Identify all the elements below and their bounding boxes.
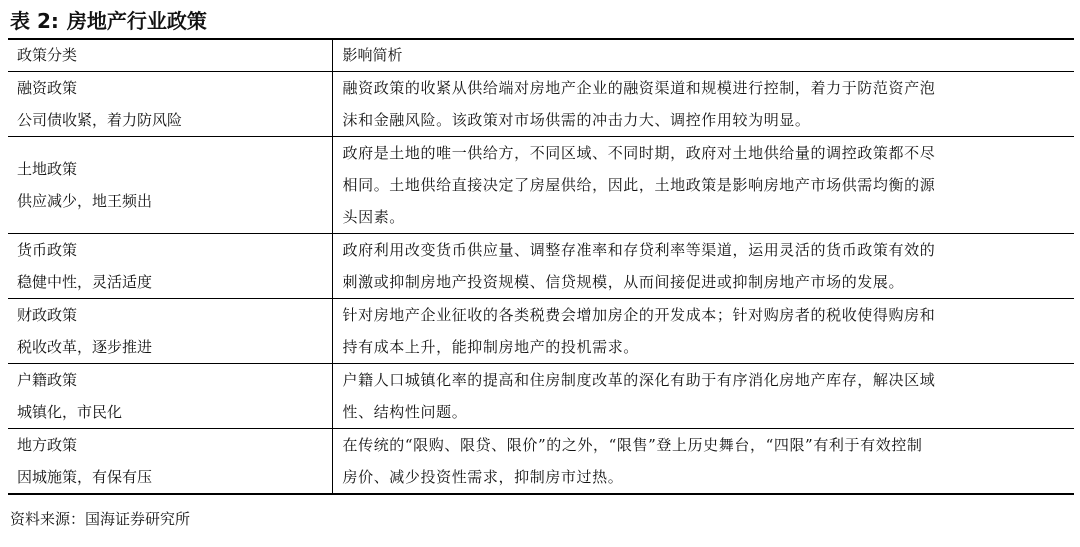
table-row [8, 429, 1074, 495]
table-row [8, 299, 1074, 364]
policy-stance: 供应减少，地王频出 [17, 192, 153, 210]
policy-category: 货币政策 [17, 241, 78, 259]
category-cell [8, 429, 332, 495]
table-title [10, 6, 207, 36]
analysis-line: 头因素。 [342, 208, 405, 226]
category-cell [8, 364, 332, 429]
table-caption: 房地产行业政策 [66, 9, 207, 33]
column-header-category: 政策分类 [8, 40, 332, 72]
analysis-line: 相同。土地供给直接决定了房屋供给，因此，土地政策是影响房地产市场供需均衡的源 [342, 176, 936, 194]
table-row [8, 234, 1074, 299]
category-cell [8, 234, 332, 299]
analysis-line: 户籍人口城镇化率的提高和住房制度改革的深化有助于有序消化房地产库存，解决区域 [342, 371, 936, 389]
analysis-line: 融资政策的收紧从供给端对房地产企业的融资渠道和规模进行控制，着力于防范资产泡 [342, 79, 936, 97]
column-header-analysis: 影响简析 [332, 40, 1074, 72]
policy-stance: 公司债收紧，着力防风险 [17, 111, 183, 129]
policy-category: 户籍政策 [17, 371, 78, 389]
policy-stance: 城镇化，市民化 [17, 403, 123, 421]
analysis-line: 刺激或抑制房地产投资规模、信贷规模，从而间接促进或抑制房地产市场的发展。 [342, 273, 905, 291]
analysis-line: 性、结构性问题。 [342, 403, 468, 421]
analysis-line: 政府利用改变货币供应量、调整存准率和存贷利率等渠道，运用灵活的货币政策有效的 [342, 241, 936, 259]
analysis-cell [332, 137, 1074, 234]
policy-stance: 税收改革，逐步推进 [17, 338, 153, 356]
category-cell [8, 137, 332, 234]
table-row [8, 364, 1074, 429]
analysis-line: 持有成本上升，能抑制房地产的投机需求。 [342, 338, 639, 356]
analysis-line: 政府是土地的唯一供给方，不同区域、不同时期，政府对土地供给量的调控政策都不尽 [342, 144, 936, 162]
analysis-cell [332, 72, 1074, 137]
analysis-line: 沫和金融风险。该政策对市场供需的冲击力大、调控作用较为明显。 [342, 111, 811, 129]
analysis-cell [332, 299, 1074, 364]
analysis-cell [332, 234, 1074, 299]
analysis-line: 房价、减少投资性需求，抑制房市过热。 [342, 468, 624, 486]
table-row [8, 137, 1074, 234]
analysis-line: 针对房地产企业征收的各类税费会增加房企的开发成本；针对购房者的税收使得购房和 [342, 306, 936, 324]
analysis-cell [332, 364, 1074, 429]
policy-stance: 因城施策，有保有压 [17, 468, 153, 486]
analysis-cell [332, 429, 1074, 495]
policy-category: 融资政策 [17, 79, 78, 97]
table-number: 表 2: [10, 9, 59, 33]
policy-category: 地方政策 [17, 436, 78, 454]
analysis-line: 在传统的“限购、限贷、限价”的之外，“限售”登上历史舞台，“四限”有利于有效控制 [342, 436, 923, 454]
policy-stance: 稳健中性，灵活适度 [17, 273, 153, 291]
policy-category: 土地政策 [17, 160, 78, 178]
policy-category: 财政政策 [17, 306, 78, 324]
source-note: 资料来源：国海证券研究所 [10, 510, 191, 528]
category-cell [8, 299, 332, 364]
header-row [8, 40, 1074, 72]
category-cell [8, 72, 332, 137]
table-row [8, 72, 1074, 137]
policy-table [8, 40, 1074, 495]
